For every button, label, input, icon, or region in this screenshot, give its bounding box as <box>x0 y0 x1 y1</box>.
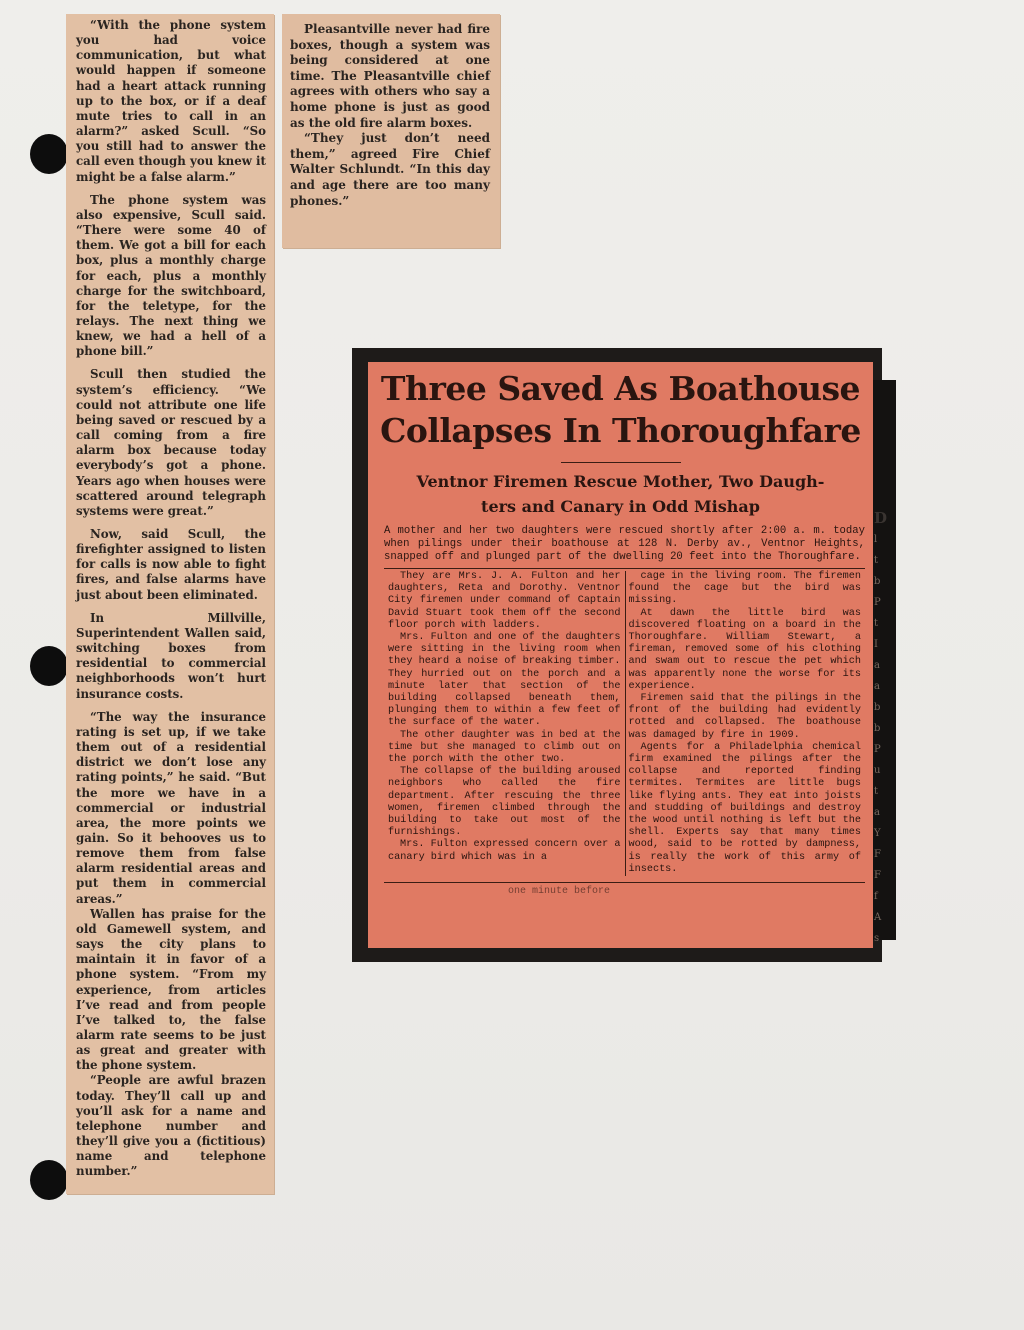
paragraph: Pleasantville never had fire boxes, though a system was being considered at one time. The Pleasantville chief agrees with others who say a home phone is just as good as the old fire alarm boxes. <box>290 22 490 130</box>
fragment-letter: P <box>874 744 881 755</box>
column-left-text <box>66 14 274 1180</box>
paragraph: “People are awful brazen today. They’ll call up and you’ll ask for a name and telephone number and they’ll give you a (fictitious) name and telephone number.” <box>76 1073 266 1179</box>
paragraph: “The way the insurance rating is set up, if we take them out of a residential district we don’t lose any rating points,” he said. “But the more we have in a commercial or industrial area, the more points we gain. So it behooves us to remove them from false alarm residential areas and put them in commercial areas.” <box>76 709 266 906</box>
fragment-letter: f <box>874 891 878 902</box>
binder-hole-top <box>30 134 68 174</box>
article-columns <box>384 571 865 876</box>
fragment-letter: s <box>874 933 880 944</box>
fragment-letter: b <box>874 702 881 713</box>
subhead-line-2: ters and Canary in Odd Mishap <box>481 497 760 516</box>
cut-off-line: one minute before <box>508 886 611 898</box>
paragraph: Agents for a Philadelphia chemical firm examined the pilings after the collapse and reported finding termites. Termites are little bugs like flying ants. They eat into joists and studding of buildings and destroy the wood until nothing is left but the shell. Experts say that many times wood, said to be rotted by dampness, is really the work of this army of insects. <box>628 741 861 875</box>
column-right-text <box>282 14 500 209</box>
fragment-letter: F <box>874 849 881 860</box>
article-right-column <box>625 571 866 876</box>
clipping-boathouse-article <box>368 362 873 948</box>
headline-line-2: Collapses In Thoroughfare <box>380 411 861 450</box>
bottom-rule <box>384 882 865 883</box>
fragment-letter: A <box>874 912 882 923</box>
paragraph: At dawn the little bird was discovered floating on a board in the Thoroughfare. William Stewart, a fireman, removed some of his clothing and swam out to rescue the pet which was apparently none the worse for its experience. <box>628 607 861 692</box>
headline-rule <box>561 462 681 463</box>
adjacent-clipping-fragment <box>874 508 904 949</box>
paragraph: Wallen has praise for the old Gamewell system, and says the city plans to maintain it in favor of a phone system. “From my experience, from articles I’ve read and from people I’ve talked to, the false alarm rate seems to be just as great and greater with the phone system. <box>76 906 266 1073</box>
fragment-letter: u <box>874 765 881 776</box>
clipping-fire-boxes-column-right <box>282 14 500 248</box>
paragraph: Mrs. Fulton and one of the daughters were sitting in the living room when they heard a noise of breaking timber. They hurried out on the porch and a minute later that section of the building collapsed beneath them, plunging them to within a few feet of the surface of the water. <box>388 632 621 729</box>
lead-rule <box>384 568 865 569</box>
article-lead: A mother and her two daughters were rescued shortly after 2:00 a. m. today when pilings under their boathouse at 128 N. Derby av., Ventnor Heights, snapped off and plunged part of the dwelling 20 feet into the Thoroughfare. <box>384 525 865 563</box>
paragraph: They are Mrs. J. A. Fulton and her daughters, Reta and Dorothy. Ventnor City firemen under command of Captain David Stuart took them off the second floor porch with ladders. <box>388 571 621 631</box>
binder-hole-middle <box>30 646 68 686</box>
fragment-letter: Y <box>874 828 881 839</box>
paragraph: The other daughter was in bed at the time but she managed to climb out on the porch with the other two. <box>388 729 621 766</box>
article-subhead <box>368 469 873 519</box>
fragment-letter: F <box>874 870 881 881</box>
paragraph: In Millville, Superintendent Wallen said, switching boxes from residential to commercial neighborhoods won’t hurt insurance costs. <box>76 610 266 701</box>
paragraph: “They just don’t need them,” agreed Fire Chief Walter Schlundt. “In this day and age there are too many phones.” <box>290 131 490 208</box>
fragment-letter: t <box>874 786 879 797</box>
column-divider <box>625 571 626 876</box>
fragment-letter: a <box>874 660 880 671</box>
fragment-initial: D <box>874 509 888 527</box>
paragraph: Now, said Scull, the firefighter assigned to listen for calls is now able to fight fires, and false alarms have just about been eliminated. <box>76 527 266 602</box>
fragment-letter: a <box>874 681 880 692</box>
article-headline <box>368 362 873 452</box>
fragment-letter: a <box>874 807 880 818</box>
fragment-letters <box>874 529 904 949</box>
fragment-letter: b <box>874 576 881 587</box>
fragment-letter: t <box>874 555 879 566</box>
fragment-letter: l <box>874 534 878 545</box>
fragment-letter: I <box>874 639 878 650</box>
fragment-letter: P <box>874 597 881 608</box>
fragment-letter: b <box>874 723 881 734</box>
clipping-fire-boxes-column-left <box>66 14 274 1194</box>
fragment-letter: t <box>874 618 879 629</box>
article-left-column <box>384 571 625 876</box>
paragraph: The collapse of the building aroused neighbors who called the fire department. After rescuing the three women, firemen climbed through the building to take out most of the furnishings. <box>388 766 621 839</box>
binder-hole-bottom <box>30 1160 68 1200</box>
paragraph: Mrs. Fulton expressed concern over a canary bird which was in a <box>388 839 621 863</box>
paragraph: Firemen said that the pilings in the front of the building had evidently rotted and collapsed. The boathouse was damaged by fire in 1909. <box>628 693 861 741</box>
paragraph: Scull then studied the system’s efficiency. “We could not attribute one life being saved or rescued by a call coming from a fire alarm box because today everybody’s got a phone. Years ago when houses were scattered around telegraph systems were great.” <box>76 367 266 518</box>
paragraph: cage in the living room. The firemen found the cage but the bird was missing. <box>628 571 861 607</box>
headline-line-1: Three Saved As Boathouse <box>380 369 861 408</box>
paragraph: “With the phone system you had voice communication, but what would happen if someone had a heart attack running up to the box, or if a deaf mute tries to call in an alarm?” asked Scull. “So you still had to answer the call even though you knew it might be a false alarm.” <box>76 18 266 184</box>
paragraph: The phone system was also expensive, Scull said. “There were some 40 of them. We got a bill for each box, plus a monthly charge for each, plus a monthly charge for the switchboard, for the teletype, for the relays. The next thing we knew, we had a hell of a phone bill.” <box>76 192 266 359</box>
subhead-line-1: Ventnor Firemen Rescue Mother, Two Daugh- <box>416 472 825 491</box>
